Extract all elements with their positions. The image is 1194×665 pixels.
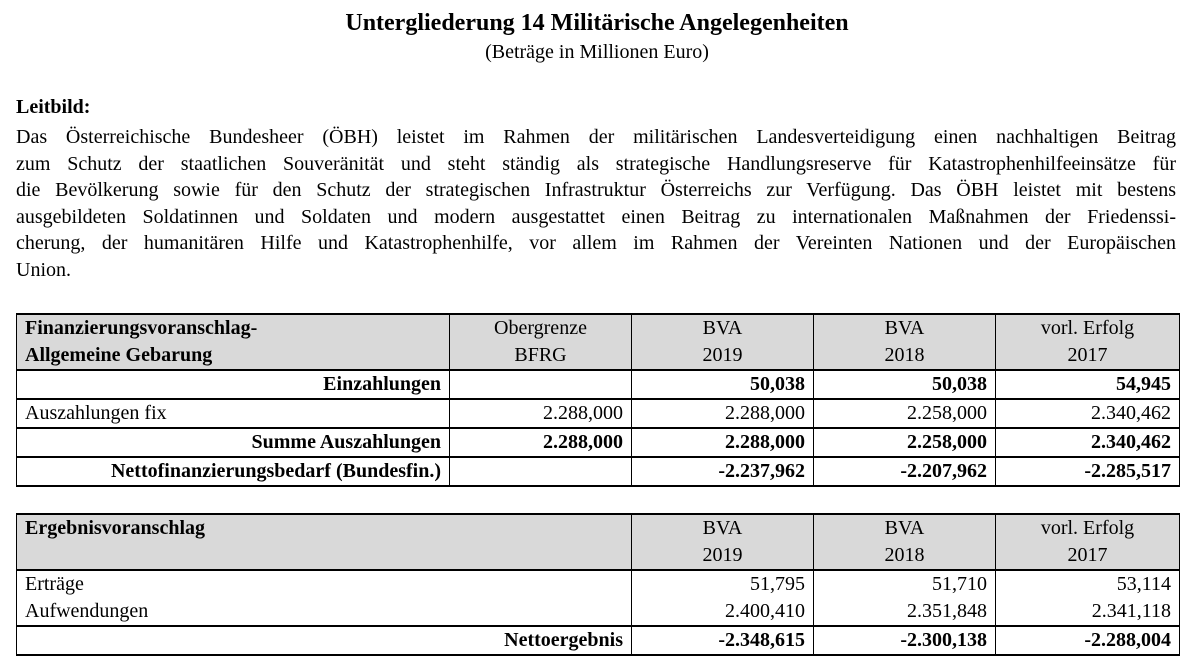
table-row xyxy=(17,570,1180,598)
cell-erfolg-2017: -2.288,004 xyxy=(996,626,1180,655)
ergebnisvoranschlag-table xyxy=(16,513,1180,656)
header-obergrenze-cell: Obergrenze BFRG xyxy=(450,314,632,370)
cell-bva-2019: -2.348,615 xyxy=(632,626,814,655)
cell-bva-2019: 51,795 xyxy=(632,570,814,598)
table-row xyxy=(17,399,1180,428)
table-header-row xyxy=(17,514,1180,570)
leitbild-heading: Leitbild: xyxy=(16,96,91,118)
header-erfolg-2017-cell: vorl. Erfolg 2017 xyxy=(996,314,1180,370)
cell-erfolg-2017: 53,114 xyxy=(996,570,1180,598)
cell-bva-2019: -2.237,962 xyxy=(632,457,814,486)
page-title: Untergliederung 14 Militärische Angelegenheiten xyxy=(345,10,849,36)
leitbild-paragraph xyxy=(16,124,1176,283)
header-bva-2018-cell: BVA 2018 xyxy=(814,514,996,570)
cell-bva-2019: 50,038 xyxy=(632,370,814,399)
row-label: Einzahlungen xyxy=(17,370,450,399)
table-row xyxy=(17,626,1180,655)
cell-bva-2018: 50,038 xyxy=(814,370,996,399)
cell-bva-2019: 2.288,000 xyxy=(632,428,814,457)
table-row xyxy=(17,457,1180,486)
cell-obergrenze: 2.288,000 xyxy=(450,428,632,457)
leitbild-line: Union. xyxy=(16,258,71,281)
row-label: Nettoergebnis xyxy=(17,626,632,655)
cell-erfolg-2017: 2.341,118 xyxy=(996,598,1180,626)
cell-erfolg-2017: 54,945 xyxy=(996,370,1180,399)
page-subtitle: (Beträge in Millionen Euro) xyxy=(485,41,709,63)
header-erfolg-2017-cell: vorl. Erfolg 2017 xyxy=(996,514,1180,570)
cell-obergrenze: 2.288,000 xyxy=(450,399,632,428)
cell-bva-2018: 51,710 xyxy=(814,570,996,598)
table-row xyxy=(17,370,1180,399)
leitbild-line: die Bevölkerung sowie für den Schutz der strategischen Infrastruktur Österreichs zur Verfügung. Das ÖBH leistet mit bestens xyxy=(16,179,1176,201)
cell-bva-2018: 2.258,000 xyxy=(814,428,996,457)
cell-bva-2018: 2.351,848 xyxy=(814,598,996,626)
row-label: Summe Auszahlungen xyxy=(17,428,450,457)
cell-bva-2018: -2.300,138 xyxy=(814,626,996,655)
cell-bva-2018: -2.207,962 xyxy=(814,457,996,486)
cell-obergrenze xyxy=(450,370,632,399)
cell-erfolg-2017: -2.285,517 xyxy=(996,457,1180,486)
leitbild-line: Das Österreichische Bundesheer (ÖBH) leistet im Rahmen der militärischen Landesverteidigung einen nachhaltigen Beitrag xyxy=(16,126,1176,148)
header-label-cell: Finanzierungsvoranschlag- Allgemeine Gebarung xyxy=(17,314,450,370)
finanzierungsvoranschlag-table xyxy=(16,313,1180,487)
cell-bva-2018: 2.258,000 xyxy=(814,399,996,428)
header-label-cell: Ergebnisvoranschlag xyxy=(17,514,632,570)
cell-bva-2019: 2.400,410 xyxy=(632,598,814,626)
leitbild-line: zum Schutz der staatlichen Souveränität und steht ständig als strategische Handlungsreserve für Katastrophenhilfeeinsätze für xyxy=(16,152,1176,175)
leitbild-line: ausgebildeten Soldatinnen und Soldaten und modern ausgestattet einen Beitrag zu internationalen Maßnahmen der Friedenssi- xyxy=(16,205,1176,228)
leitbild-line: cherung, der humanitären Hilfe und Katastrophenhilfe, vor allem im Rahmen der Vereinten Nationen und der Europäischen xyxy=(16,232,1176,254)
row-label: Nettofinanzierungsbedarf (Bundesfin.) xyxy=(17,457,450,486)
header-bva-2019-cell: BVA 2019 xyxy=(632,314,814,370)
row-label: Auszahlungen fix xyxy=(17,399,450,428)
header-bva-2018-cell: BVA 2018 xyxy=(814,314,996,370)
cell-erfolg-2017: 2.340,462 xyxy=(996,399,1180,428)
table-header-row xyxy=(17,314,1180,370)
row-label: Erträge xyxy=(17,570,632,598)
header-bva-2019-cell: BVA 2019 xyxy=(632,514,814,570)
table-row xyxy=(17,428,1180,457)
cell-obergrenze xyxy=(450,457,632,486)
row-label: Aufwendungen xyxy=(17,598,632,626)
cell-erfolg-2017: 2.340,462 xyxy=(996,428,1180,457)
cell-bva-2019: 2.288,000 xyxy=(632,399,814,428)
table-row xyxy=(17,598,1180,626)
